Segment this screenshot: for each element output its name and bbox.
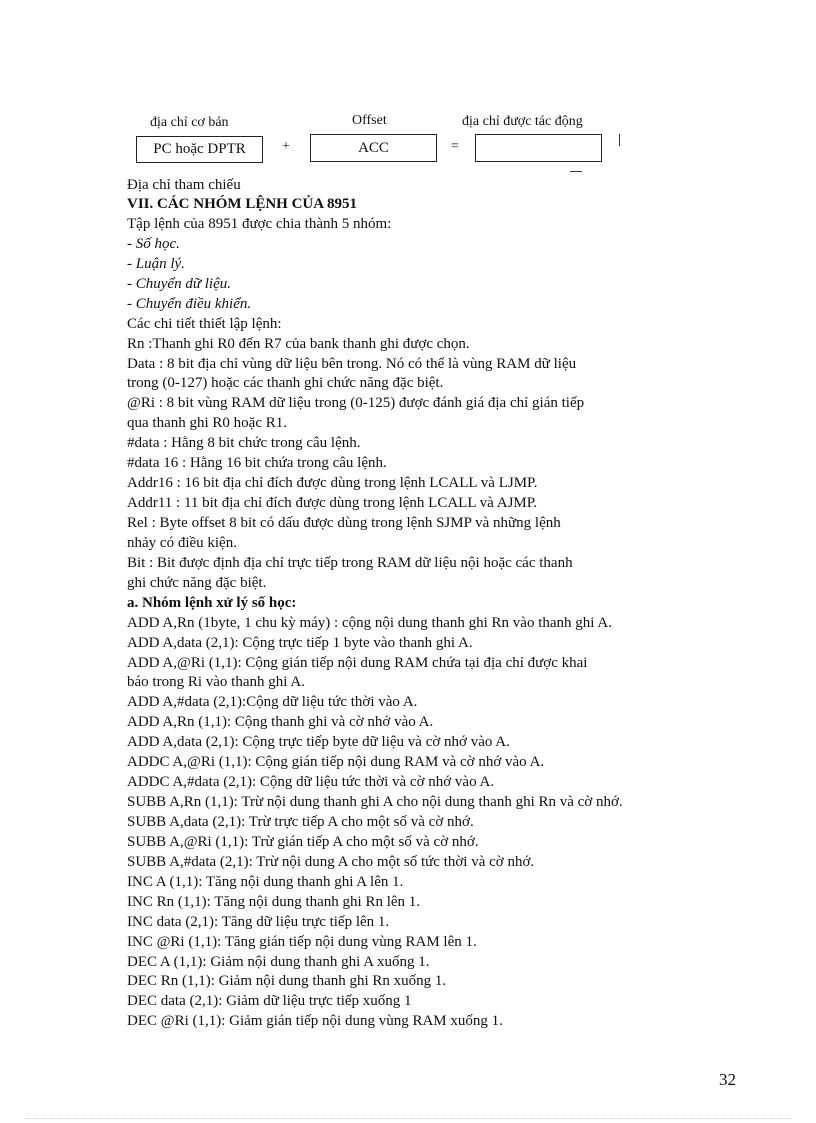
instruction-line: SUBB A,#data (2,1): Trừ nội dung A cho một số tức thời và cờ nhớ. <box>127 854 535 870</box>
result-address-box <box>475 134 602 162</box>
address-diagram <box>0 0 816 200</box>
result-address-label: địa chỉ được tác động <box>462 114 583 129</box>
instruction-line: SUBB A,data (2,1): Trừ trực tiếp A cho một số và cờ nhớ. <box>127 814 474 830</box>
text-line: Rn :Thanh ghi R0 đến R7 của bank thanh ghi được chọn. <box>127 336 470 352</box>
base-address-label: địa chỉ cơ bản <box>150 115 229 130</box>
equals-sign: = <box>451 139 459 154</box>
reference-address-line: Địa chỉ tham chiếu <box>127 177 241 193</box>
list-item: - Số học. <box>127 236 180 252</box>
instruction-line: SUBB A,@Ri (1,1): Trừ gián tiếp A cho một số và cờ nhớ. <box>127 834 479 850</box>
list-item: - Chuyển dữ liệu. <box>127 276 231 292</box>
instruction-line: ADD A,data (2,1): Cộng trực tiếp 1 byte vào thanh ghi A. <box>127 635 473 651</box>
tick-mark <box>619 134 620 146</box>
page-number: 32 <box>719 1070 736 1089</box>
instruction-line: ADD A,@Ri (1,1): Cộng gián tiếp nội dung RAM chứa tại địa chỉ được khai <box>127 655 588 671</box>
section-heading: VII. CÁC NHÓM LỆNH CỦA 8951 <box>127 196 358 212</box>
instruction-line: báo trong Ri vào thanh ghi A. <box>127 674 305 690</box>
instruction-line: DEC A (1,1): Giảm nội dung thanh ghi A xuống 1. <box>127 954 430 970</box>
text-line: Rel : Byte offset 8 bit có dấu được dùng trong lệnh SJMP và những lệnh <box>127 515 561 531</box>
instruction-line: INC Rn (1,1): Tăng nội dung thanh ghi Rn lên 1. <box>127 894 421 910</box>
dash-mark <box>570 171 582 172</box>
text-line: #data : Hằng 8 bit chức trong câu lệnh. <box>127 435 361 451</box>
instruction-line: INC @Ri (1,1): Tăng gián tiếp nội dung vùng RAM lên 1. <box>127 934 477 950</box>
instruction-line: DEC Rn (1,1): Giảm nội dung thanh ghi Rn xuống 1. <box>127 973 447 989</box>
text-line: Bit : Bit được định địa chỉ trực tiếp trong RAM dữ liệu nội hoặc các thanh <box>127 555 573 571</box>
instruction-line: INC A (1,1): Tăng nội dung thanh ghi A lên 1. <box>127 874 404 890</box>
offset-label: Offset <box>352 113 387 128</box>
text-line: trong (0-127) hoặc các thanh ghi chức năng đặc biệt. <box>127 375 444 391</box>
text-line: @Ri : 8 bit vùng RAM dữ liệu trong (0-125) được đánh giá địa chỉ gián tiếp <box>127 395 585 411</box>
instruction-line: ADD A,data (2,1): Cộng trực tiếp byte dữ liệu và cờ nhớ vào A. <box>127 734 510 750</box>
text-line: Addr11 : 11 bit địa chỉ đích được dùng trong lệnh LCALL và AJMP. <box>127 495 538 511</box>
text-line: #data 16 : Hằng 16 bit chứa trong câu lệnh. <box>127 455 387 471</box>
instruction-line: INC data (2,1): Tăng dữ liệu trực tiếp lên 1. <box>127 914 390 930</box>
instruction-line: ADDC A,@Ri (1,1): Cộng gián tiếp nội dung RAM và cờ nhớ vào A. <box>127 754 545 770</box>
text-line: Tập lệnh của 8951 được chia thành 5 nhóm: <box>127 216 392 232</box>
page-footer-divider <box>25 1118 791 1119</box>
text-line: Addr16 : 16 bit địa chỉ đích được dùng trong lệnh LCALL và LJMP. <box>127 475 538 491</box>
text-line: Các chi tiết thiết lập lệnh: <box>127 316 282 332</box>
instruction-line: SUBB A,Rn (1,1): Trừ nội dung thanh ghi A cho nội dung thanh ghi Rn và cờ nhớ. <box>127 794 623 810</box>
instruction-line: ADD A,Rn (1,1): Cộng thanh ghi và cờ nhớ vào A. <box>127 714 434 730</box>
plus-sign: + <box>282 139 290 154</box>
list-item: - Luận lý. <box>127 256 185 272</box>
text-line: Data : 8 bit địa chỉ vùng dữ liệu bên trong. Nó có thể là vùng RAM dữ liệu <box>127 356 577 372</box>
subsection-heading: a. Nhóm lệnh xử lý số học: <box>127 595 297 611</box>
instruction-line: DEC data (2,1): Giảm dữ liệu trực tiếp xuống 1 <box>127 993 412 1009</box>
instruction-line: ADDC A,#data (2,1): Cộng dữ liệu tức thời và cờ nhớ vào A. <box>127 774 495 790</box>
list-item: - Chuyển điều khiển. <box>127 296 252 312</box>
instruction-line: DEC @Ri (1,1): Giảm gián tiếp nội dung vùng RAM xuống 1. <box>127 1013 503 1029</box>
instruction-line: ADD A,#data (2,1):Cộng dữ liệu tức thời vào A. <box>127 694 418 710</box>
base-address-box: PC hoặc DPTR <box>136 136 263 163</box>
text-line: nhảy có điều kiện. <box>127 535 237 551</box>
text-line: qua thanh ghi R0 hoặc R1. <box>127 415 287 431</box>
instruction-line: ADD A,Rn (1byte, 1 chu kỳ máy) : cộng nội dung thanh ghi Rn vào thanh ghi A. <box>127 615 612 631</box>
offset-box: ACC <box>310 134 437 162</box>
text-line: ghi chức năng đặc biệt. <box>127 575 267 591</box>
